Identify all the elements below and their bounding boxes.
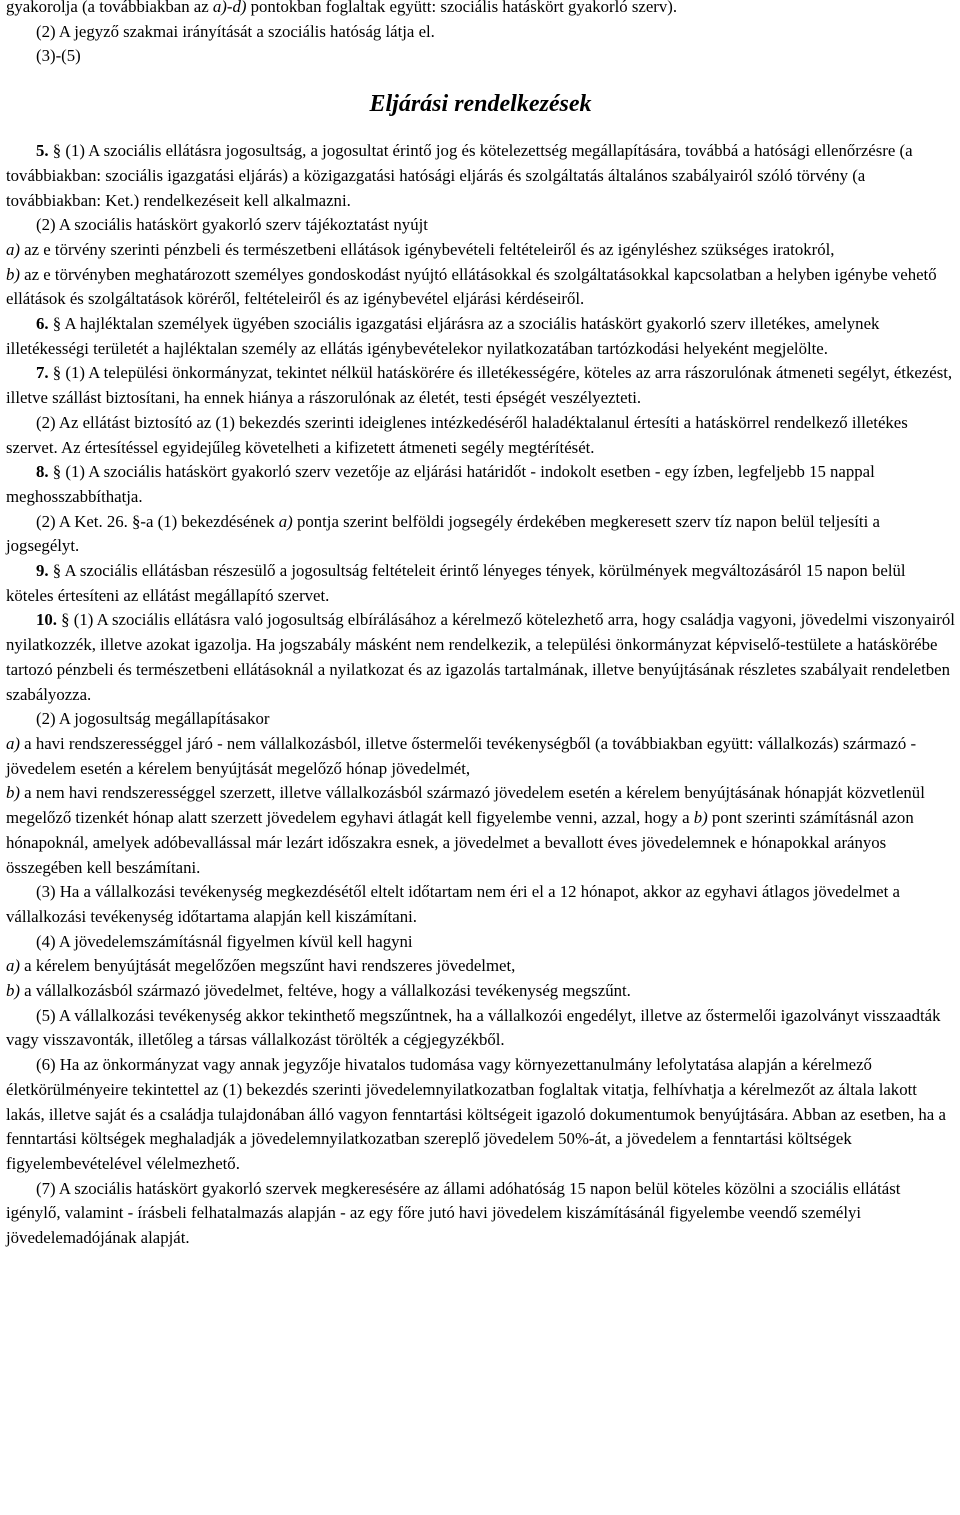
text-run: pont szerinti számításnál azon hónapoknál, amelyek adóbevallással már lezárt időszakra esnek, a jövedelmet a bevallott éves jövedelemnek e hónapokkal arányos összegében kell beszámítani.: [6, 808, 914, 877]
paragraph-4-3-5: (3)-(5): [36, 46, 81, 66]
text-run: § (1) A települési önkormányzat, tekintet nélkül hatáskörére és illetékességére, köteles az arra rászorulónak átmeneti segélyt, étkezést, illetve szállást biztosítani, ha ennek hiánya a rászorulónak az életét, testi épségét veszélyezteti.: [6, 363, 953, 408]
section-number: 5.: [36, 141, 49, 161]
paragraph-4-2: (2) A jegyző szakmai irányítását a szociális hatóság látja el.: [36, 21, 435, 41]
text-run: a kérelem benyújtását megelőzően megszűnt havi rendszeres jövedelmet,: [19, 956, 516, 976]
section-10-point-b: [6, 781, 955, 880]
section-number: 6.: [36, 314, 49, 334]
text-run: gyakorolja (a továbbiakban az: [6, 0, 213, 16]
text-run: az e törvény szerinti pénzbeli és természetbeni ellátások igénybevételi feltételeiről és az igényléshez szükséges iratokról,: [19, 239, 835, 259]
text-run: pontja szerint belföldi jogsegély érdekében megkeresett szerv tíz napon belül teljesíti a jogsegélyt.: [6, 511, 880, 556]
text-run: § A szociális ellátásban részesülő a jogosultság feltételeit érintő lényeges tények, körülmények megváltozásáról 15 napon belül köteles értesíteni az ellátást megállapító szervet.: [6, 561, 906, 605]
point-label: a): [6, 733, 20, 753]
section-number: 9.: [36, 561, 49, 581]
section-7-para-2: (2) Az ellátást biztosító az (1) bekezdés szerinti ideiglenes intézkedéséről haladéktalanul értesíti a hatáskörrel rendelkező illetékes szervet. Az értesítéssel egyidejűleg követelheti a kifizetett átmeneti segély megtérítését.: [6, 412, 908, 457]
section-10-para-4-point-a: [6, 954, 955, 979]
text-run: § (1) A szociális ellátásra jogosultság, a jogosultat érintő jog és kötelezettség megállapítására, továbbá a hatósági ellenőrzésre (a továbbiakban: szociális igazgatási eljárás) a közigazgatási hatósági eljárás és szolgáltatás általános szabályairól szóló törvény (a továbbiakban: Ket.) rendelkezéseit kell alkalmazni.: [6, 141, 913, 210]
section-10-para-2: (2) A jogosultság megállapításakor: [36, 709, 270, 729]
text-run: a nem havi rendszerességgel szerzett, illetve vállalkozásból származó jövedelem esetén a kérelem benyújtásának hónapját közvetlenül megelőző tizenkét hónap alatt szerzett jövedelem egyhavi átlagát kell figyelembe venni, azzal, hogy a: [6, 783, 925, 828]
section-number: 10.: [36, 610, 57, 630]
section-6: [6, 312, 955, 361]
italic-ref: b): [693, 808, 708, 828]
text-run: az e törvényben meghatározott személyes gondoskodást nyújtó ellátásokkal és szolgáltatásokkal kapcsolatban a helyben igénybe vehető ellátások és szolgáltatások köréről, feltételeiről és az igénybevétel eljárási kérdéseiről.: [6, 264, 937, 309]
point-label: b): [6, 981, 20, 1001]
section-10-point-a: [6, 732, 955, 781]
italic-ref: a): [278, 511, 293, 531]
point-label: b): [6, 783, 20, 803]
section-8-para-2: [6, 510, 955, 559]
section-9: [6, 559, 955, 608]
text-run: (2) A Ket. 26. §-a (1) bekezdésének: [36, 511, 279, 531]
point-label: a): [6, 239, 20, 259]
section-8-para-1: [6, 460, 955, 509]
section-5-point-a: [6, 238, 955, 263]
point-label: b): [6, 264, 20, 284]
text-run: pontokban foglaltak együtt: szociális hatáskört gyakorló szerv).: [246, 0, 678, 16]
section-5-point-b: [6, 263, 955, 312]
italic-ref: a)-d): [212, 0, 247, 16]
section-5-para-1: [6, 139, 955, 213]
point-label: a): [6, 956, 20, 976]
section-10-para-7: (7) A szociális hatáskört gyakorló szervek megkeresésére az állami adóhatóság 15 napon belül köteles közölni a szociális ellátást igénylő, valamint - írásbeli felhatalmazás alapján - az egy főre jutó havi jövedelem kiszámításánál figyelembe veendő személyi jövedelemadójának alapját.: [6, 1178, 901, 1248]
text-run: § A hajléktalan személyek ügyében szociális igazgatási eljárásra az a szociális hatáskört gyakorló szerv illetékes, amelynek illetékességi területét a hajléktalan személy az ellátás igénybevételekor nyilatkozatában tartózkodási helyeként megjelölte.: [6, 314, 880, 358]
section-10-para-5: (5) A vállalkozási tevékenység akkor tekinthető megszűntnek, ha a vállalkozói engedélyt, illetve az őstermelői igazolványt visszaadták vagy visszavonták, illetőleg a társas vállalkozást törölték a cégjegyzékből.: [6, 1005, 941, 1050]
section-10-para-1: [6, 608, 955, 707]
section-10-para-6: (6) Ha az önkormányzat vagy annak jegyzője hivatalos tudomása vagy környezettanulmány lefolytatása alapján a kérelmező életkörülményeire tekintettel az (1) bekezdés szerinti jövedelemnyilatkozatban foglaltak vitatja, felhívhatja a kérelmezőt az általa lakott lakás, illetve saját és a családja tulajdonában álló vagyon fenntartási költségeit igazoló dokumentumok benyújtására. Abban az esetben, ha a fenntartási költségek meghaladják a jövedelemnyilatkozatban szereplő jövedelem 50%-át, a jövedelem a fenntartási költségek figyelembevételével vélelmezhető.: [6, 1055, 946, 1173]
text-run: § (1) A szociális ellátásra való jogosultság elbírálásához a kérelmező kötelezhető arra, hogy családja vagyoni, jövedelmi viszonyairól nyilatkozzék, illetve azokat igazolja. Ha jogszabály másként nem rendelkezik, a települési önkormányzat képviselő-testülete a hatáskörébe tartozó pénzbeli és természetbeni ellátásoknál a nyilatkozat és az igazolás tartalmának, illetve benyújtásának részletes szabályait rendeletben szabályozza.: [6, 610, 955, 704]
text-run: a vállalkozásból származó jövedelmet, feltéve, hogy a vállalkozási tevékenység megszűnt.: [19, 981, 631, 1001]
section-number: 8.: [36, 462, 49, 482]
section-10-para-3: (3) Ha a vállalkozási tevékenység megkezdésétől eltelt időtartam nem éri el a 12 hónapot, akkor az egyhavi átlagos jövedelmet a vállalkozási tevékenység időtartama alapján kell kiszámítani.: [6, 882, 900, 926]
paragraph-intro: [6, 0, 955, 20]
section-5-para-2: (2) A szociális hatáskört gyakorló szerv tájékoztatást nyújt: [36, 215, 428, 235]
text-run: § (1) A szociális hatáskört gyakorló szerv vezetője az eljárási határidőt - indokolt esetben - egy ízben, legfeljebb 15 nappal meghosszabbíthatja.: [6, 462, 875, 506]
section-10-para-4: (4) A jövedelemszámításnál figyelmen kívül kell hagyni: [36, 931, 413, 951]
section-heading: Eljárási rendelkezések: [369, 91, 592, 118]
section-10-para-4-point-b: [6, 979, 955, 1004]
text-run: a havi rendszerességgel járó - nem vállalkozásból, illetve őstermelői tevékenységből (a továbbiakban együtt: vállalkozás) származó - jövedelem esetén a kérelem benyújtását megelőző hónap jövedelmét,: [6, 733, 917, 778]
section-number: 7.: [36, 363, 49, 383]
section-7-para-1: [6, 361, 955, 410]
